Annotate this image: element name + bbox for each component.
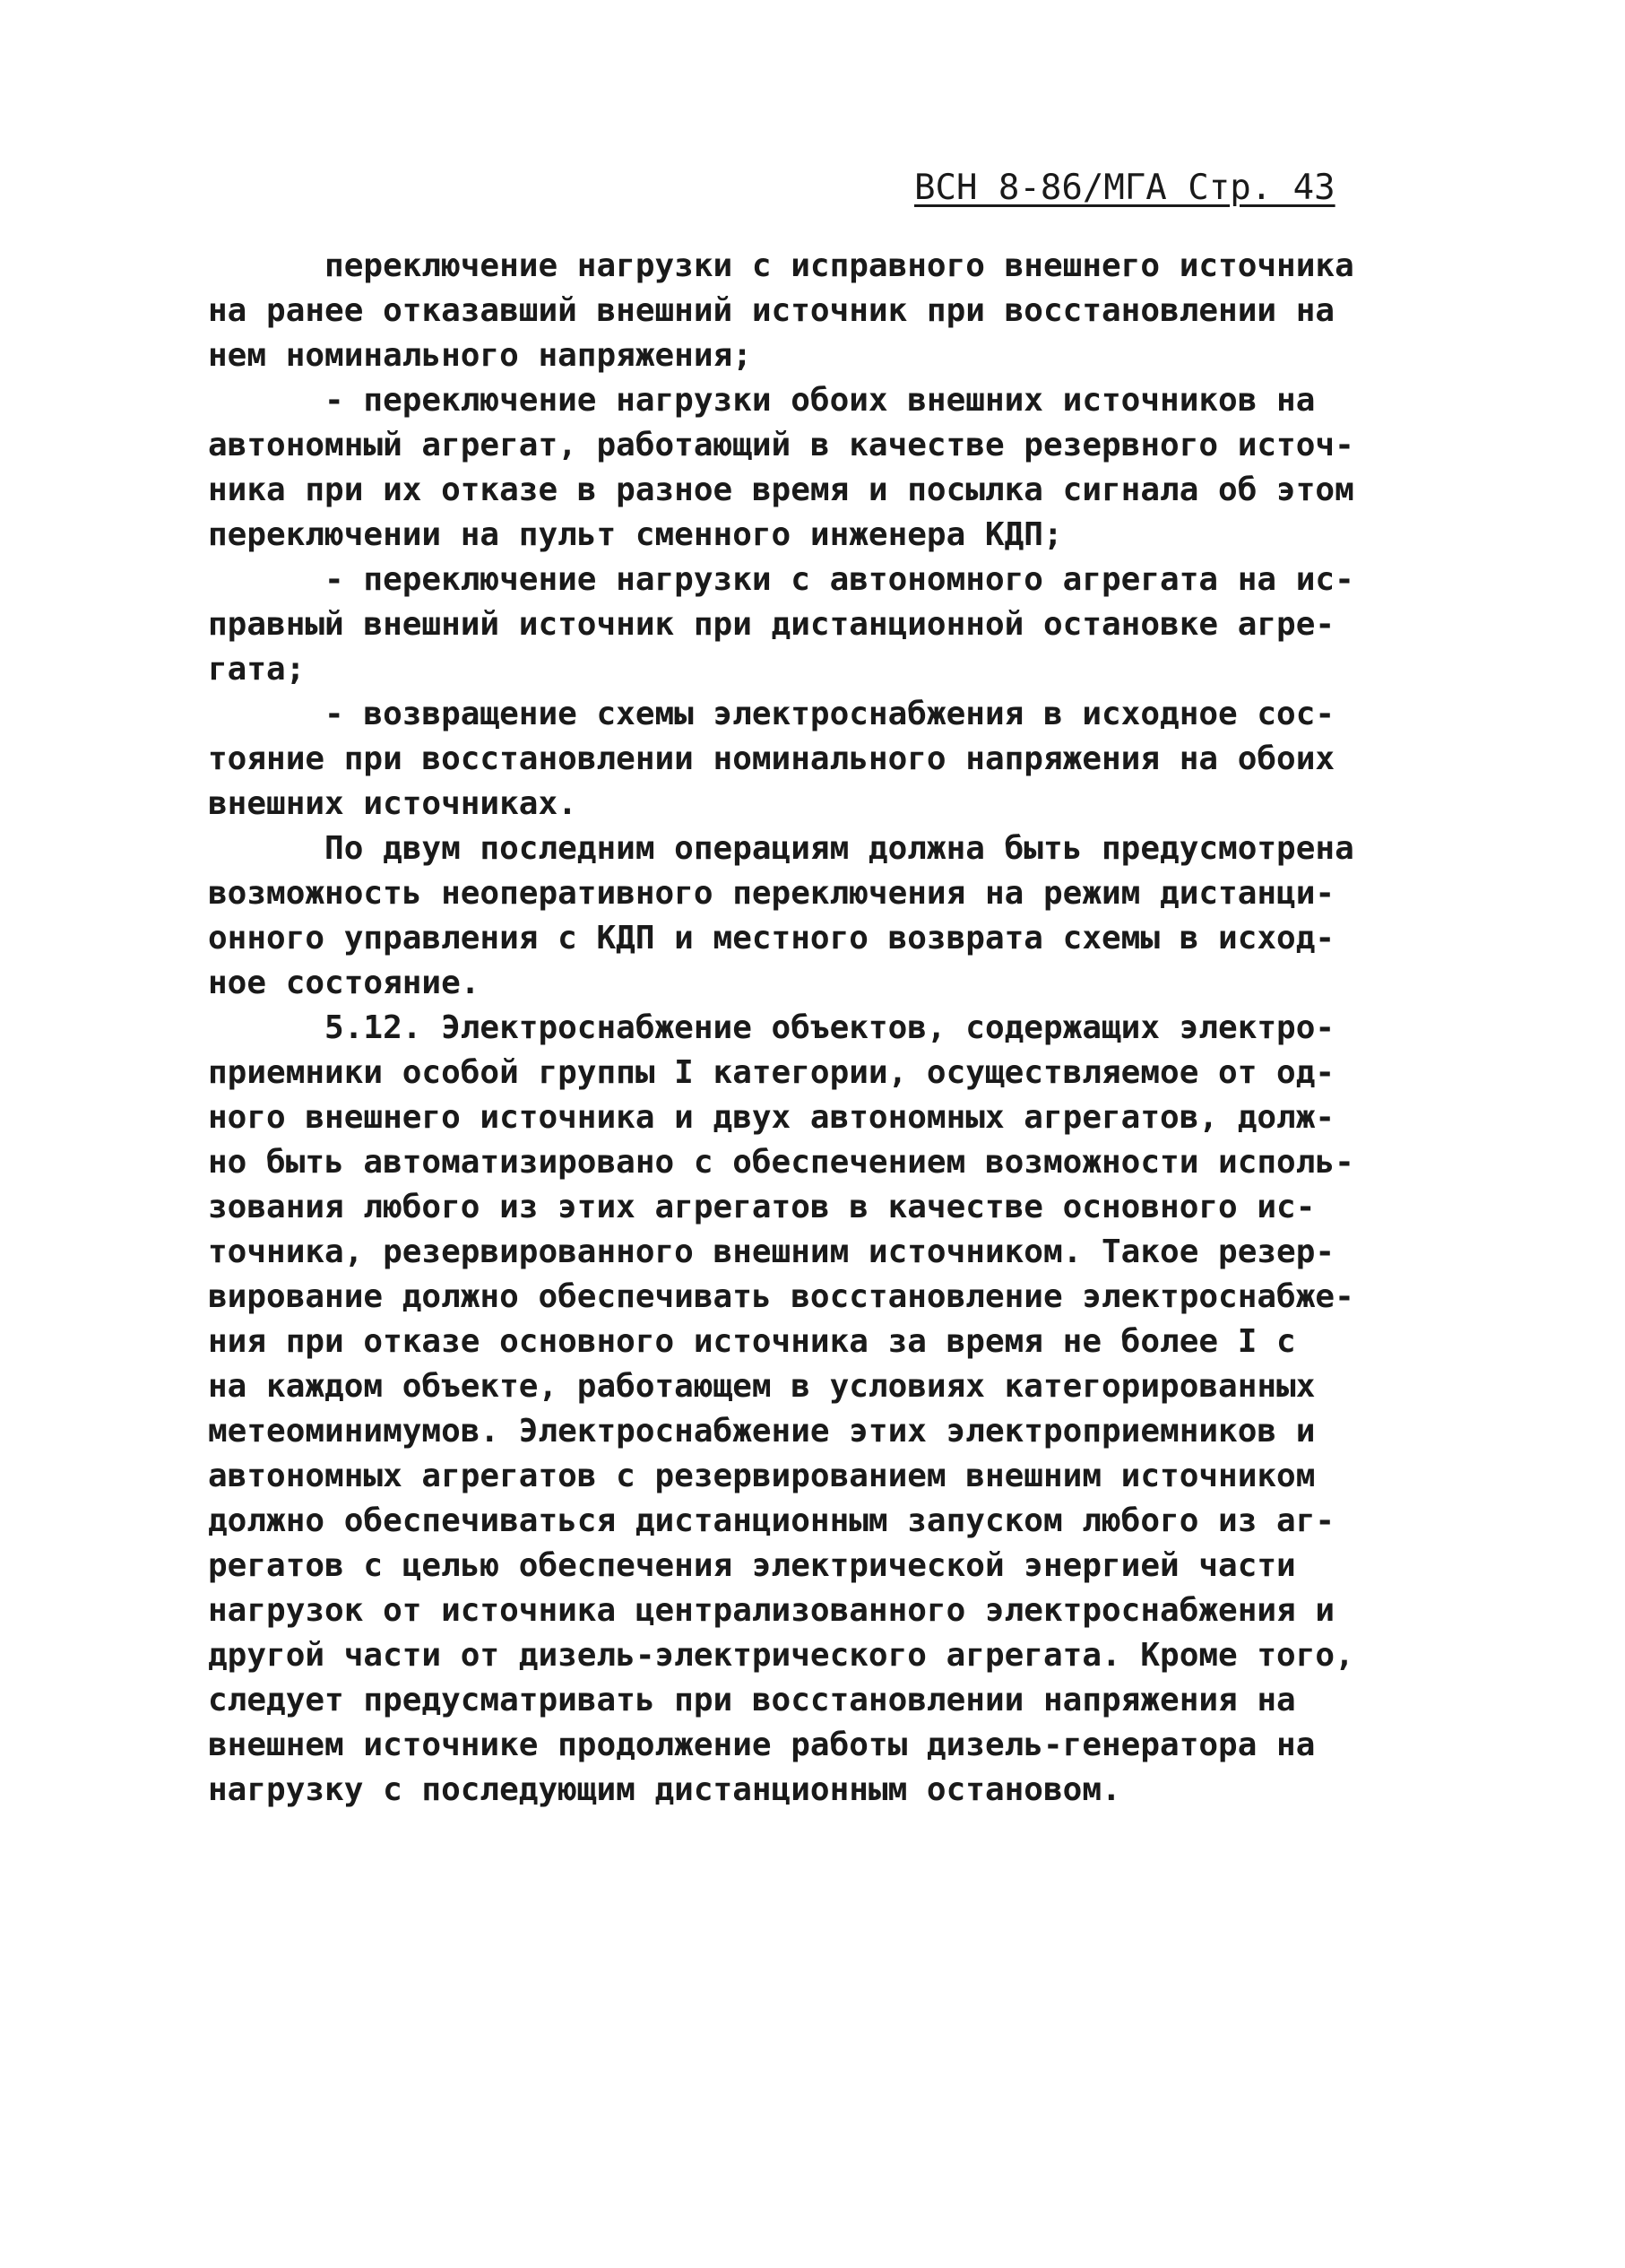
text-line: переключении на пульт сменного инженера КДП;	[208, 516, 1063, 553]
text-line: нем номинального напряжения;	[208, 337, 752, 374]
text-line: По двум последним операциям должна быть предусмотрена	[208, 830, 1354, 867]
text-line: - переключение нагрузки обоих внешних источников на	[208, 382, 1316, 419]
text-line: онного управления с КДП и местного возврата схемы в исход-	[208, 920, 1335, 957]
text-line: ника при их отказе в разное время и посылка сигнала об этом	[208, 472, 1354, 508]
text-line: автономный агрегат, работающий в качестве резервного источ-	[208, 427, 1354, 463]
text-line: зования любого из этих агрегатов в качестве основного ис-	[208, 1189, 1316, 1225]
document-body	[208, 244, 1354, 1813]
text-line: нагрузку с последующим дистанционным остановом.	[208, 1771, 1121, 1808]
page-header-code: ВСН 8-86/МГА Стр. 43	[914, 168, 1335, 208]
text-line: другой части от дизель-электрического агрегата. Кроме того,	[208, 1637, 1354, 1674]
text-line: переключение нагрузки с исправного внешнего источника	[208, 247, 1354, 284]
text-line: ния при отказе основного источника за время не более I с	[208, 1323, 1296, 1360]
text-line: - возвращение схемы электроснабжения в исходное сос-	[208, 696, 1335, 732]
text-line: на ранее отказавший внешний источник при восстановлении на	[208, 292, 1335, 329]
text-line: ное состояние.	[208, 965, 480, 1001]
text-line: автономных агрегатов с резервированием внешним источником	[208, 1458, 1316, 1494]
text-line: должно обеспечиваться дистанционным запуском любого из аг-	[208, 1502, 1335, 1539]
text-line: 5.12. Электроснабжение объектов, содержащих электро-	[208, 1009, 1335, 1046]
text-line: гата;	[208, 651, 306, 688]
text-line: - переключение нагрузки с автономного агрегата на ис-	[208, 561, 1354, 598]
text-line: точника, резервированного внешним источником. Такое резер-	[208, 1234, 1335, 1270]
text-line: на каждом объекте, работающем в условиях категорированных	[208, 1368, 1316, 1405]
text-line: метеоминимумов. Электроснабжение этих электроприемников и	[208, 1413, 1316, 1450]
text-line: вирование должно обеспечивать восстановление электроснабже-	[208, 1278, 1354, 1315]
text-line: правный внешний источник при дистанционной остановке агре-	[208, 606, 1335, 643]
text-line: тояние при восстановлении номинального напряжения на обоих	[208, 740, 1335, 777]
text-line: ного внешнего источника и двух автономных агрегатов, долж-	[208, 1099, 1335, 1136]
text-line: нагрузок от источника централизованного электроснабжения и	[208, 1592, 1335, 1629]
text-line: приемники особой группы I категории, осуществляемое от од-	[208, 1054, 1335, 1091]
text-line: но быть автоматизировано с обеспечением возможности исполь-	[208, 1144, 1354, 1181]
text-line: внешнем источнике продолжение работы дизель-генератора на	[208, 1727, 1316, 1763]
text-line: возможность неоперативного переключения на режим дистанци-	[208, 875, 1335, 912]
text-line: следует предусматривать при восстановлении напряжения на	[208, 1682, 1296, 1718]
text-line: регатов с целью обеспечения электрической энергией части	[208, 1547, 1296, 1584]
text-line: внешних источниках.	[208, 785, 577, 822]
